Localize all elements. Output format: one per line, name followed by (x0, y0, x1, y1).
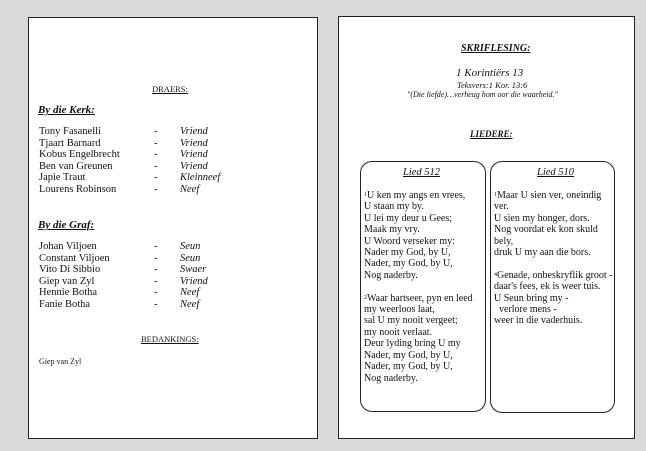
hymn-line-text: Nog naderby. (364, 372, 418, 384)
hymn-line-text: my nooit verlaat. (364, 326, 433, 338)
hymn-line (364, 373, 473, 384)
hymn-line (364, 281, 473, 292)
bearer-dash: - (154, 172, 158, 184)
hymn-line (494, 281, 613, 292)
hymn-line (364, 224, 473, 235)
hymn-line (364, 293, 473, 304)
bearer-dash: - (154, 126, 158, 137)
grave-heading: By die Graf: (38, 219, 95, 231)
bearer-row (39, 299, 299, 311)
bearer-name: Tony Fasanelli (39, 126, 101, 137)
hymn-line-text: Waar hartseer, pyn en leed (367, 292, 473, 304)
bearer-relation: Neef (180, 299, 200, 310)
bearer-row (39, 253, 299, 265)
hymn-line-text: U lei my deur u Gees; (364, 212, 453, 224)
hymn-line (364, 201, 473, 212)
hymn-512-text (364, 190, 473, 384)
bearer-row (39, 126, 299, 138)
hymn-line-text: Nader, my God, by U, (364, 258, 453, 270)
hymn-line (364, 327, 473, 338)
bearer-relation: Seun (180, 252, 201, 264)
bearer-name: Constant Viljoen (39, 252, 110, 264)
hymn-line (494, 236, 613, 247)
hymn-510-box (490, 161, 615, 413)
hymn-line (494, 213, 613, 224)
right-page (338, 16, 635, 439)
hymn-line-text: Deur lyding bring U my (364, 338, 461, 350)
bearer-relation: Swaer (180, 264, 207, 276)
bearer-name: Japie Traut (39, 172, 86, 184)
bearer-relation: Vriend (180, 275, 208, 287)
bearer-dash: - (154, 137, 158, 149)
hymn-line-text: Genade, onbeskryflik groot - (497, 269, 613, 281)
hymn-line (494, 247, 613, 258)
hymn-line (364, 236, 473, 247)
hymn-line (494, 270, 613, 281)
bearer-name: Ben van Greunen (39, 160, 113, 172)
hymn-line-text: my weerloos laat, (364, 304, 435, 316)
hymn-510-text (494, 190, 613, 327)
bearer-name: Lourens Robinson (39, 184, 117, 195)
verse-number: 1 (494, 192, 497, 198)
hymn-line-text: U sien my honger, dors. (494, 212, 590, 224)
hymn-line-text: Nader, my God, by U, (364, 361, 453, 373)
bearer-name: Giep van Zyl (39, 275, 95, 287)
thanks-name: Giep van Zyl (39, 357, 82, 366)
bearer-row (39, 161, 299, 173)
hymn-line (494, 190, 613, 201)
hymn-line-text: Nog voordat ek kon skuld (494, 224, 598, 236)
bearer-row (39, 149, 299, 161)
bearer-dash: - (154, 264, 158, 276)
church-heading: By die Kerk: (38, 104, 95, 116)
hymn-line (364, 213, 473, 224)
bearer-relation: Vriend (180, 137, 208, 149)
hymn-line-text (494, 258, 497, 269)
left-page (28, 17, 318, 439)
bearer-name: Kobus Engelbrecht (39, 149, 120, 161)
bearer-dash: - (154, 299, 158, 310)
bearer-dash: - (154, 241, 158, 252)
hymn-line-text: bely, (494, 235, 514, 247)
thanks-title: BEDANKINGS: (141, 334, 199, 344)
hymn-line (364, 350, 473, 361)
verse-number: 4 (494, 271, 497, 278)
bearer-relation: Kleinneef (180, 172, 221, 184)
hymn-line (494, 258, 613, 269)
hymn-line (494, 224, 613, 235)
hymn-line-text: druk U my aan die bors. (494, 247, 591, 259)
hymn-line-text: Nog naderby. (364, 269, 418, 281)
hymn-line-text: Nader my God, by U, (364, 247, 451, 259)
text-verse: Teksvers:1 Kor. 13:6 (457, 80, 528, 90)
bearer-row (39, 264, 299, 276)
reading-reference: 1 Korintiërs 13 (456, 67, 524, 79)
bearer-name: Vito Di Sibbio (39, 264, 101, 276)
hymn-line (364, 190, 473, 201)
hymn-line (494, 201, 613, 212)
hymn-line (494, 304, 613, 315)
bearer-row (39, 184, 299, 196)
hymn-512-box (360, 161, 486, 412)
hymn-line-text: sal U my nooit vergeet; (364, 315, 458, 327)
hymn-line-text: Maak my vry. (364, 224, 420, 236)
hymn-line (364, 270, 473, 281)
hymn-line-text: verlore mens - (494, 304, 557, 316)
hymn-512-title: Lied 512 (403, 167, 441, 178)
hymn-line-text: Maar U sien ver, oneindig (497, 190, 602, 201)
hymn-line (364, 258, 473, 269)
hymn-line-text: ver. (494, 201, 509, 213)
bearer-name: Tjaart Barnard (39, 137, 101, 149)
bearer-name: Fanie Botha (39, 299, 91, 310)
draers-title: DRAERS: (152, 84, 188, 94)
bearer-name: Johan Viljoen (39, 241, 97, 252)
hymn-line (364, 315, 473, 326)
songs-title: LIEDERE: (470, 129, 513, 139)
hymn-line-text: U ken my angs en vrees, (367, 190, 466, 201)
hymn-line-text: U staan my by. (364, 201, 424, 213)
bearer-dash: - (154, 287, 158, 299)
hymn-510-title: Lied 510 (537, 167, 575, 178)
bearer-relation: Vriend (180, 160, 208, 172)
bearer-dash: - (154, 149, 158, 161)
reading-title: SKRIFLESING: (461, 43, 531, 54)
bearer-dash: - (154, 275, 158, 287)
bearer-relation: Seun (180, 241, 201, 252)
bearer-row (39, 287, 299, 299)
bearer-relation: Vriend (180, 149, 208, 161)
hymn-line-text: Nader, my God, by U, (364, 349, 453, 361)
bearer-relation: Neef (180, 184, 200, 195)
hymn-line (364, 304, 473, 315)
bearer-relation: Vriend (180, 126, 208, 137)
bearer-row (39, 241, 299, 253)
hymn-line (364, 247, 473, 258)
bearer-name: Hennie Botha (39, 287, 98, 299)
bearer-dash: - (154, 160, 158, 172)
bearer-dash: - (154, 184, 158, 195)
bearer-relation: Neef (180, 287, 200, 299)
hymn-line (364, 338, 473, 349)
quote: "(Die liefde)…verheug hom oor die waarheid." (407, 90, 558, 99)
hymn-line-text: weer in die vaderhuis. (494, 315, 583, 327)
hymn-line-text (364, 281, 367, 292)
hymn-line (364, 361, 473, 372)
hymn-line-text: U Woord verseker my: (364, 235, 455, 247)
bearer-row (39, 138, 299, 150)
bearer-row (39, 276, 299, 288)
hymn-line (494, 315, 613, 326)
verse-number: 2 (364, 294, 367, 301)
verse-number: 1 (364, 192, 367, 198)
bearer-row (39, 172, 299, 184)
hymn-line-text: U Seun bring my - (494, 292, 569, 304)
hymn-line (494, 293, 613, 304)
bearer-dash: - (154, 252, 158, 264)
hymn-line-text: daar's fees, ek is weer tuis. (494, 281, 601, 293)
